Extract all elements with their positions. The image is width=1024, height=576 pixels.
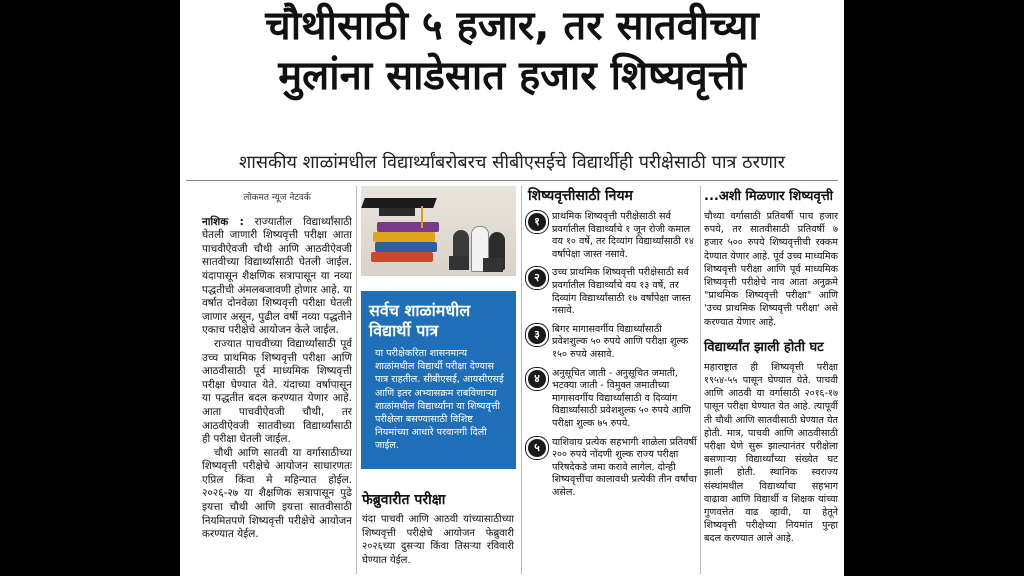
book-stack <box>375 242 437 252</box>
how-title: ...अशी मिळणार शिष्यवृत्ती <box>704 189 834 204</box>
subheadline: शासकीय शाळांमधील विद्यार्थ्यांबरोबरच सीबीएसईचे विद्यार्थीही परीक्षेसाठी पात्र ठरणार <box>238 152 786 173</box>
book-stack <box>377 222 439 232</box>
rule-text: अनुसूचित जाती - अनुसूचित जमाती, भटक्या जाती - विमुक्त जमातीच्या मागासवर्गीय विद्यार्थ्यांसाठी व दिव्यांग विद्यार्थ्यांसाठी प्रवेशशुल्क ५० रुपये आणि परीक्षा शुल्क ७५ रुपये. <box>552 367 691 429</box>
how-body: चौथ्या वर्गासाठी प्रतिवर्षी पाच हजार रुपये, तर सातवीसाठी प्रतिवर्षी ७ हजार ५०० रुपये शिष्यवृत्तीची रक्कम देण्यात येणार आहे. पूर्व उच्च माध्यमिक शिष्यवृत्ती परीक्षा आणि पूर्व माध्यमिक शिष्यवृत्ती परीक्षेचे नाव आता अनुक्रमे "प्राथमिक शिष्यवृत्ती परीक्षा" आणि 'उच्च प्राथमिक शिष्यवृत्ती परीक्षा' असे करण्यात येणार आहे. <box>704 211 839 328</box>
byline: लोकमत न्यूज नेटवर्क <box>243 193 311 203</box>
february-exam-body: यंदा पाचवी आणि आठवी यांच्यासाठीच्या शिष्यवृत्ती परीक्षेचे आयोजन फेब्रुवारी २०२६च्या दुसऱ्या किंवा तिसऱ्या रविवारी घेण्यात येईल. <box>362 514 514 566</box>
scholarship-column <box>704 186 838 554</box>
tassel-icon <box>421 206 423 228</box>
decline-body: महाराष्ट्रात ही शिष्यवृत्ती परीक्षा १९५४-५५ पासून घेण्यात येते. पाचवी आणि आठवी या वर्गासाठी २०१६-१७ पासून परीक्षा घेण्यात येत आहे. त्यापूर्वी ती चौथी आणि सातवीसाठी घेण्यात येत होती. मात्र, पाचवी आणि आठवीसाठी परीक्षा घेणे सुरू झाल्यानंतर परीक्षेला बसणाऱ्या विद्यार्थ्यांच्या संख्येत घट झाली होती. स्थानिक स्वराज्य संस्थांमधील विद्यार्थ्यांचा सहभाग वाढावा आणि विद्यार्थी व शिक्षक यांच्या गुणवत्तेत वाढ व्हावी, या हेतूने शिष्यवृत्ती परीक्षेच्या नियमांत पुन्हा बदल करण्यात आले आहे. <box>704 361 838 545</box>
story-paragraph <box>202 216 352 338</box>
rules-title: शिष्यवृत्तीसाठी नियम <box>528 188 633 204</box>
column-divider <box>700 186 701 574</box>
dateline: नाशिक : <box>202 215 244 228</box>
number-badge: २ <box>528 269 546 287</box>
rule-item <box>528 437 698 500</box>
book-stack <box>371 252 433 262</box>
eligibility-box <box>361 291 516 469</box>
rule-item <box>528 211 698 261</box>
rule-text: प्राथमिक शिष्यवृत्ती परीक्षेसाठी सर्व प्रवर्गातील विद्यार्थ्यांचे १ जून रोजी कमाल वय १० वर्षे, तर दिव्यांग विद्यार्थ्यांसाठी १४ वर्षांपेक्षा जास्त नसावे. <box>552 211 694 260</box>
students-graduation-photo <box>361 186 516 276</box>
number-badge: ३ <box>528 326 546 344</box>
headline-line-1: चौथीसाठी ५ हजार, तर सातवीच्या <box>265 3 759 49</box>
number-badge: ५ <box>528 439 546 457</box>
main-story <box>202 186 352 542</box>
story-paragraph: राज्यात पाचवीच्या विद्यार्थ्यांसाठी पूर्व उच्च प्राथमिक शिष्यवृत्ती परीक्षा आणि आठवीसाठी पूर्व माध्यमिक शिष्यवृत्ती परीक्षा घेण्यात येते. यंदाच्या वर्षापासून या पद्धतीत बदल करण्यात येणार आहे. आता पाचवीऐवजी चौथी, तर आठवीऐवजी सातवीच्या विद्यार्थ्यांसाठी ही परीक्षा घेतली जाईल. <box>202 337 352 446</box>
eligibility-body: या परीक्षेकरिता शासनमान्य शाळांमधील विद्यार्थी परीक्षा देण्यास पात्र राहतील. सीबीएसई, आयसीएसई आणि इतर अभ्यासक्रम राबविणाऱ्या शाळांमधील विद्यार्थ्यांना या शिष्यवृत्ती परीक्षेला बसण्यासाठी विशिष्ट नियमांच्या आधारे परवानगी दिली जाईल. <box>375 348 504 452</box>
story-paragraph: चौथी आणि सातवी या वर्गासाठीच्या शिष्यवृत्ती परीक्षेचे आयोजन साधारणतः एप्रिल किंवा मे महिन्यात होईल. २०२६-२७ या शैक्षणिक सत्रापासून पुढे इयत्ता चौथी आणि इयत्ता सातवीसाठी नियमितपणे शिष्यवृत्ती परीक्षेचे आयोजन करण्यात येईल. <box>202 446 352 541</box>
rule-item <box>528 324 698 362</box>
book-stack <box>373 232 435 242</box>
rule-text: बिगर मागासवर्गीय विद्यार्थ्यांसाठी प्रवेशशुल्क ५० रुपये आणि परीक्षा शुल्क १५० रुपये असावे. <box>552 323 689 360</box>
rule-text: उच्च प्राथमिक शिष्यवृत्ती परीक्षेसाठी सर्व प्रवर्गातील विद्यार्थ्यांचे वय १३ वर्षे, तर दिव्यांग विद्यार्थ्यांसाठी १७ वर्षांपेक्षा जास्त नसावे. <box>552 267 691 317</box>
rule-text: याशिवाय प्रत्येक सहभागी शाळेला प्रतिवर्षी २०० रुपये नोंदणी शुल्क राज्य परीक्षा परिषदेकडे जमा करावे लागेल. दोन्ही शिष्यवृत्तींचा कालावधी प्रत्येकी तीन वर्षांचा असेल. <box>552 436 697 498</box>
computer-icon <box>483 258 503 272</box>
computer-icon <box>449 256 469 270</box>
eligibility-title: सर्वच शाळांमधील विद्यार्थी पात्र <box>369 301 471 340</box>
headline-line-2: मुलांना साडेसात हजार शिष्यवृत्ती <box>278 53 746 99</box>
rule-item <box>528 368 698 431</box>
decline-title: विद्यार्थ्यांत झाली होती घट <box>704 339 824 355</box>
february-exam-title: फेब्रुवारीत परीक्षा <box>362 492 446 508</box>
column-divider <box>356 186 357 574</box>
number-badge: १ <box>528 213 546 231</box>
rule-item <box>528 267 698 317</box>
number-badge: ४ <box>528 370 546 388</box>
graduation-cap-icon <box>361 198 437 208</box>
rules-column <box>528 186 698 505</box>
newspaper-clipping <box>180 0 844 576</box>
column-divider <box>521 186 522 574</box>
story-text: राज्यातील विद्यार्थ्यांसाठी घेतली जाणारी शिष्यवृत्ती परीक्षा आता पाचवीऐवजी चौथी आणि आठवीऐवजी सातवीच्या विद्यार्थ्यांसाठी घेतली जाईल. यंदापासून शैक्षणिक सत्रापासून या नव्या पद्धतीची अंमलबजावणी होणार आहे. या वर्षात दोनवेळा शिष्यवृत्ती परीक्षा घेतली जाणार असून, पुढील वर्षी नव्या पद्धतीने एकाच परीक्षेचे आयोजन केले जाईल. <box>202 215 352 337</box>
divider <box>186 180 838 181</box>
